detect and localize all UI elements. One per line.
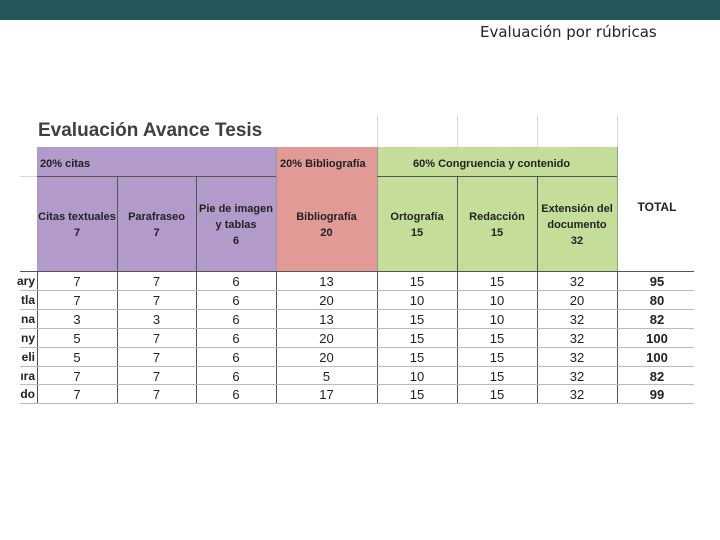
score-cell: 10: [489, 312, 505, 327]
score-cell: 15: [489, 350, 505, 365]
table-row: [0, 385, 700, 404]
col-header-line: Ortografía: [390, 210, 444, 223]
score-cell: 3: [73, 312, 81, 327]
total-cell: 95: [649, 274, 665, 289]
total-cell: 82: [649, 312, 665, 327]
col-header-line: 15: [490, 226, 504, 239]
table-row: [0, 348, 700, 367]
grid-line: [377, 116, 378, 147]
score-cell: 3: [152, 312, 161, 327]
score-cell: 5: [73, 331, 81, 346]
score-cell: 15: [489, 387, 505, 402]
score-cell: 32: [569, 387, 585, 402]
score-cell: 32: [569, 369, 585, 384]
col-header-line: Redacción: [469, 210, 525, 223]
grid-line: [537, 116, 538, 147]
score-cell: 7: [73, 369, 81, 384]
score-cell: 6: [232, 312, 240, 327]
col-header-line: Parafraseo: [128, 210, 185, 223]
col-header-parafraseo: [117, 178, 196, 271]
score-cell: 15: [489, 331, 505, 346]
score-cell: 17: [319, 387, 334, 402]
table-row: [0, 291, 700, 310]
score-cell: 15: [489, 274, 505, 289]
score-cell: 13: [319, 312, 334, 327]
student-name-cell: na: [20, 312, 35, 326]
student-name-cell: ıra: [20, 369, 35, 383]
score-cell: 7: [73, 387, 81, 402]
col-header-line: Bibliografía: [296, 210, 357, 223]
score-cell: 7: [152, 387, 161, 402]
score-cell: 5: [322, 369, 331, 384]
total-cell: 100: [646, 331, 668, 346]
score-cell: 20: [319, 293, 334, 308]
student-name-cell: ary: [16, 274, 35, 288]
score-cell: 6: [232, 369, 240, 384]
col-header-redaccion: [457, 178, 537, 271]
score-cell: 7: [152, 331, 161, 346]
score-cell: 5: [73, 350, 81, 365]
score-cell: 10: [489, 293, 505, 308]
score-cell: 6: [232, 293, 240, 308]
slide-title: Evaluación por rúbricas: [480, 23, 657, 41]
score-cell: 6: [232, 387, 240, 402]
top-bar: [0, 0, 720, 20]
table-row: [0, 310, 700, 329]
score-cell: 32: [569, 350, 585, 365]
score-cell: 7: [73, 293, 81, 308]
group-label-congruencia: 60% Congruencia y contenido: [413, 158, 571, 170]
col-header-line: Extensión del: [541, 202, 613, 215]
score-cell: 20: [569, 293, 585, 308]
group-label-bibliografia: 20% Bibliografía: [280, 158, 366, 170]
header-border: [617, 147, 618, 271]
score-cell: 7: [152, 350, 161, 365]
grid-line: [457, 116, 458, 147]
score-cell: 20: [319, 331, 334, 346]
grid-line: [617, 116, 618, 147]
score-cell: 15: [409, 387, 425, 402]
col-header-pie-de-imagen: [196, 178, 276, 271]
score-cell: 15: [489, 369, 505, 384]
table-row: [0, 329, 700, 348]
score-cell: 15: [409, 312, 425, 327]
student-name-cell: tla: [20, 293, 35, 307]
score-cell: 13: [319, 274, 334, 289]
score-cell: 15: [409, 274, 425, 289]
student-name-cell: ny: [20, 331, 35, 345]
score-cell: 15: [409, 350, 425, 365]
student-name-cell: eli: [21, 350, 35, 364]
col-header-line: y tablas: [215, 218, 257, 231]
col-header-line: 7: [73, 226, 81, 239]
score-cell: 6: [232, 350, 240, 365]
col-header-line: 7: [153, 226, 160, 239]
score-cell: 15: [409, 331, 425, 346]
score-cell: 32: [569, 274, 585, 289]
student-name-cell: do: [20, 387, 35, 401]
col-header-line: 32: [570, 234, 584, 247]
col-header-line: documento: [547, 218, 607, 231]
header-border: [37, 176, 276, 177]
col-header-citas-textuales: [37, 178, 117, 271]
sheet-title: Evaluación Avance Tesis: [38, 120, 263, 141]
col-header-line: 15: [410, 226, 424, 239]
score-cell: 7: [152, 369, 161, 384]
score-cell: 7: [152, 274, 161, 289]
col-header-bibliografia: [276, 178, 377, 271]
score-cell: 6: [232, 331, 240, 346]
col-header-line: Pie de imagen: [199, 202, 273, 215]
total-cell: 82: [649, 369, 665, 384]
total-cell: 100: [646, 350, 668, 365]
col-header-total: TOTAL: [637, 200, 677, 214]
score-cell: 20: [319, 350, 334, 365]
col-header-line: 6: [232, 234, 240, 247]
score-cell: 10: [409, 369, 425, 384]
table-row: [0, 367, 700, 386]
col-header-line: 20: [320, 226, 333, 239]
score-cell: 7: [152, 293, 161, 308]
score-cell: 6: [232, 274, 240, 289]
score-cell: 7: [73, 274, 81, 289]
header-border: [377, 176, 617, 177]
total-cell: 99: [649, 387, 665, 402]
score-cell: 32: [569, 331, 585, 346]
score-cell: 10: [409, 293, 425, 308]
group-label-citas: 20% citas: [40, 158, 91, 170]
total-cell: 80: [649, 293, 665, 308]
col-header-extension: [537, 178, 617, 271]
col-header-ortografia: [377, 178, 457, 271]
table-row: [0, 272, 700, 291]
grid-line: [20, 176, 37, 177]
score-cell: 32: [569, 312, 585, 327]
col-header-line: Citas textuales: [38, 210, 116, 223]
